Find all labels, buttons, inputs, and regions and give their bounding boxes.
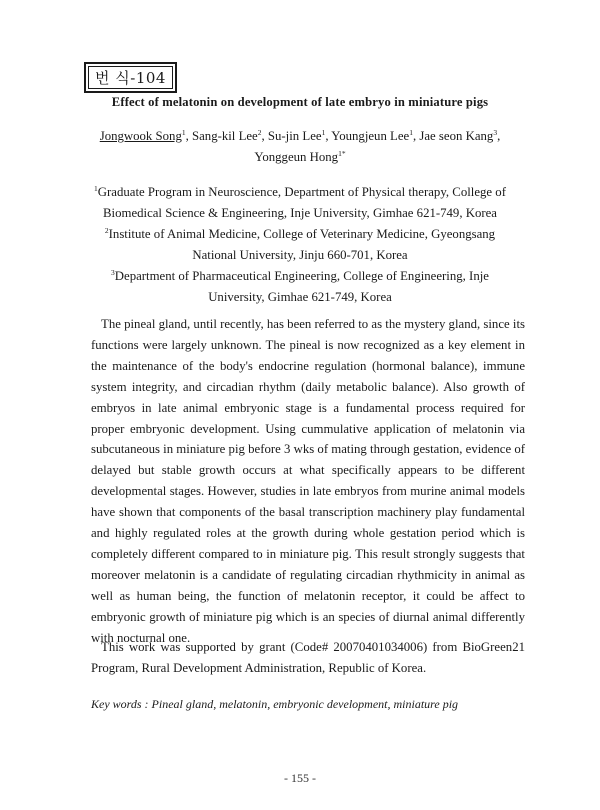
- author-name: Su-jin Lee: [267, 129, 322, 143]
- affiliation-list: [70, 182, 530, 308]
- affiliation-line: [70, 224, 530, 245]
- author-affiliation-mark: 1: [321, 128, 326, 137]
- session-code: 번 식-104: [88, 66, 173, 89]
- acknowledgement-text: This work was supported by grant (Code# 20070401034006) from BioGreen21 Program, Rural Development Administration, Republic of Korea.: [91, 640, 525, 675]
- author-name: Jongwook Song: [99, 129, 182, 143]
- affiliation-mark: 3: [111, 268, 115, 277]
- affiliation-text: Institute of Animal Medicine, College of Veterinary Medicine, Gyeongsang: [108, 227, 496, 241]
- page-number: - 155 -: [284, 771, 316, 785]
- abstract-paragraph: [91, 314, 525, 649]
- keywords: Key words : Pineal gland, melatonin, embryonic development, miniature pig: [91, 697, 459, 711]
- author-name: Sang-kil Lee: [192, 129, 258, 143]
- author-list: Jongwook Song$^1$, Sang-kil Lee$^2$, Su-jin Lee$^1$, Youngjeun Lee$^1$, Jae seon Kang$^3$, Yonggeun Hong$^{1*}$: [99, 128, 501, 164]
- paper-title: Effect of melatonin on development of late embryo in miniature pigs: [111, 95, 489, 109]
- affiliation-line: Biomedical Science & Engineering, Inje University, Gimhae 621-749, Korea: [103, 206, 497, 220]
- affiliation-text: Department of Pharmaceutical Engineering, College of Engineering, Inje: [114, 269, 489, 283]
- author-affiliation-mark: 1: [409, 128, 413, 137]
- session-code-box: [84, 62, 177, 93]
- affiliation-line: [70, 182, 530, 203]
- abstract-text: The pineal gland, until recently, has been referred to as the mystery gland, since its functions were largely unknown. The pineal is now recognized as a key element in the maintenance of the body's endocrine regulation (hormonal balance), immune system integrity, and circadian rhythm (daily metabolic balance). Also growth of embryos in late animal embryonic stage is a fundamental process required for proper embryonic development. Using cummulative application of melatonin via subcutaneous in miniature pig before 3 wks of mating through gestation, evidence of delayed but stable growth occurs at what specifically appears to be different developmental stages. However, studies in late embryos from murine animal models have shown that components of the basal transcription machinery play fundamental and highly regulated roles at the growth during whole gestation period which is completely different compared to in miniature pig. This result strongly suggests that moreover melatonin is a candidate of regulating circadian rhythmicity in animal as well as human being, the function of melatonin receptor, it could be affect to embryonic growth of miniature pig which is an species of diurnal animal differently with nocturnal one.: [91, 317, 525, 645]
- author-name: Jae seon Kang: [419, 129, 494, 143]
- affiliation-line: National University, Jinju 660-701, Korea: [192, 248, 408, 262]
- author-name: Yonggeun Hong: [254, 150, 339, 164]
- author-affiliation-mark: 2: [257, 128, 262, 137]
- author-affiliation-mark: 1: [181, 128, 186, 137]
- affiliation-mark: 1: [94, 184, 98, 193]
- affiliation-text: Graduate Program in Neuroscience, Department of Physical therapy, College of: [97, 185, 506, 199]
- author-name: Youngjeun Lee: [331, 129, 410, 143]
- affiliation-line: [70, 266, 530, 287]
- affiliation-line: University, Gimhae 621-749, Korea: [208, 290, 392, 304]
- author-affiliation-mark: 3: [493, 128, 498, 137]
- affiliation-mark: 2: [104, 226, 109, 235]
- author-affiliation-mark: 1*: [338, 149, 346, 158]
- acknowledgement-paragraph: [91, 637, 525, 679]
